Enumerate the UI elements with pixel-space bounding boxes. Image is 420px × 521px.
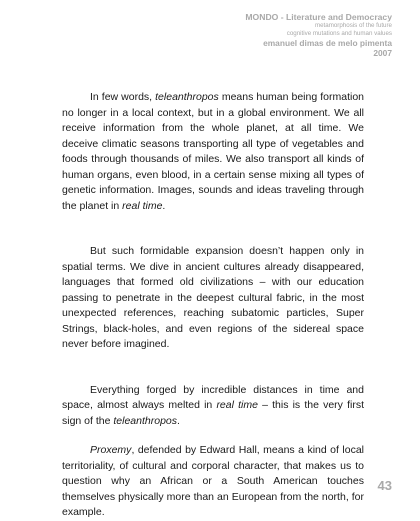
running-header: [245, 12, 392, 58]
paragraph-3-italic-a: real time: [216, 399, 258, 411]
paragraph-3: [62, 383, 364, 430]
paragraph-3-text-c: .: [177, 414, 180, 427]
paragraph-2: But such formidable expansion doesn’t happen only in spatial terms. We dive in ancient cultures already disappeared, languages that formed old civilizations – with our education passing to penetrate in the deepest cultural fabric, in the most unexpected references, reaching subatomic particles, Super Strings, black-holes, and even regions of the sidereal space never before imagined.: [62, 245, 364, 350]
paragraph-1-text-c: .: [162, 199, 166, 212]
paragraph-1-text-a: In few words,: [90, 91, 156, 103]
header-author: emanuel dimas de melo pimenta: [263, 38, 392, 48]
header-year: 2007: [373, 48, 392, 58]
paragraph-1-text-b: means human being formation no longer in a local context, but in a global environment. We all receive information from the whole planet, at all time. We deceive climatic seasons transporting all type of vegetables and foods through thousands of miles. We also transport all kinds of human organs, even blood, in a certain sense mixing all types of genetic information. Images, sounds and ideas traveling through the planet in: [62, 91, 365, 212]
page-number: 43: [377, 478, 392, 493]
header-subtitle: metamorphosis of the future: [314, 22, 392, 29]
paragraph-4-italic-a: Proxemy: [90, 444, 132, 456]
paragraph-1-italic-a: teleanthropos: [155, 91, 219, 103]
paragraph-3-text-b: – this is the very first sign of the: [62, 399, 365, 427]
paragraph-1: [62, 90, 364, 214]
header-book-title: MONDO - Literature and Democracy: [245, 12, 392, 22]
paragraph-3-text-a: Everything forged by incredible distances in time and space, almost always melted in: [62, 383, 364, 411]
header-subtitle-2: cognitive mutations and human values: [286, 30, 392, 37]
paragraph-4: [62, 443, 364, 521]
paragraph-4-text-a: , defended by Edward Hall, means a kind of local territoriality, of cultural and corporal character, that makes us to question why an African or a South American touches themselves physically more than an European from the north, for example.: [62, 444, 364, 518]
body-text: [62, 90, 364, 521]
paragraph-3-italic-b: teleanthropos: [113, 414, 178, 427]
paragraph-1-italic-b: real time: [122, 199, 163, 212]
